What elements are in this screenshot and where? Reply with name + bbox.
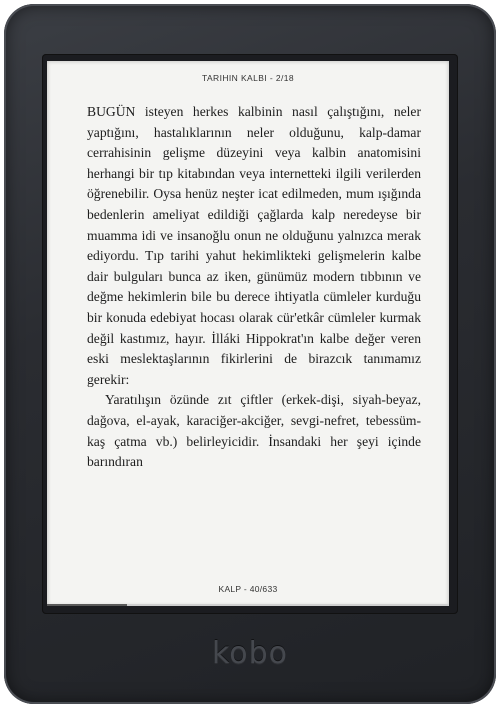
kobo-logo: kobo: [211, 636, 289, 671]
book-text[interactable]: [87, 102, 421, 473]
page-footer: KALP - 40/633: [218, 584, 278, 594]
eink-screen[interactable]: [47, 61, 449, 606]
paragraph-1: BUGÜN isteyen herkes kalbinin nasıl çalıştığını, neler yaptığını, hastalıklarının neler olduğunu, kalp-damar cerrahisinin gelişme düzeyini veya kalbin anatomisini herhangi bir tıp kitabından veya internetteki ilgili verilerden öğrenebilir. Oysa henüz neşter icat edilmeden, mum ışığında bedenlerin ameliyat edildiği çağlarda kalp neredeyse bir muamma idi ve insanoğlu onun ne olduğunu yalnızca merak ediyordu. Tıp tarihi yahut hekimlikteki gelişmelerin kalbe dair bulguları bunca az iken, günümüz modern tıbbının ve değme hekimlerin bile bu derece ihtiyatla cümleler kurduğu bir konuda edebiyat hocası olarak cür'etkâr cümleler kurmak değil kastımız, hayır. İlláki Hippokrat'ın kalbe değer veren eski meslektaşlarının fikirlerini de birazcık tanımamız gerekir:: [87, 104, 421, 387]
reading-progress-fill: [47, 604, 127, 606]
reading-progress-bar: [47, 604, 449, 606]
chapter-header: TARIHIN KALBI - 2/18: [202, 73, 294, 83]
paragraph-2: Yaratılışın özünde zıt çiftler (erkek-dişi, siyah-beyaz, dağova, el-ayak, karaciğer-akciğer, sevgi-nefret, tebessüm-kaş çatma vb.) belirleyicidir. İnsandaki her şeyi içinde barındıran: [87, 392, 421, 470]
